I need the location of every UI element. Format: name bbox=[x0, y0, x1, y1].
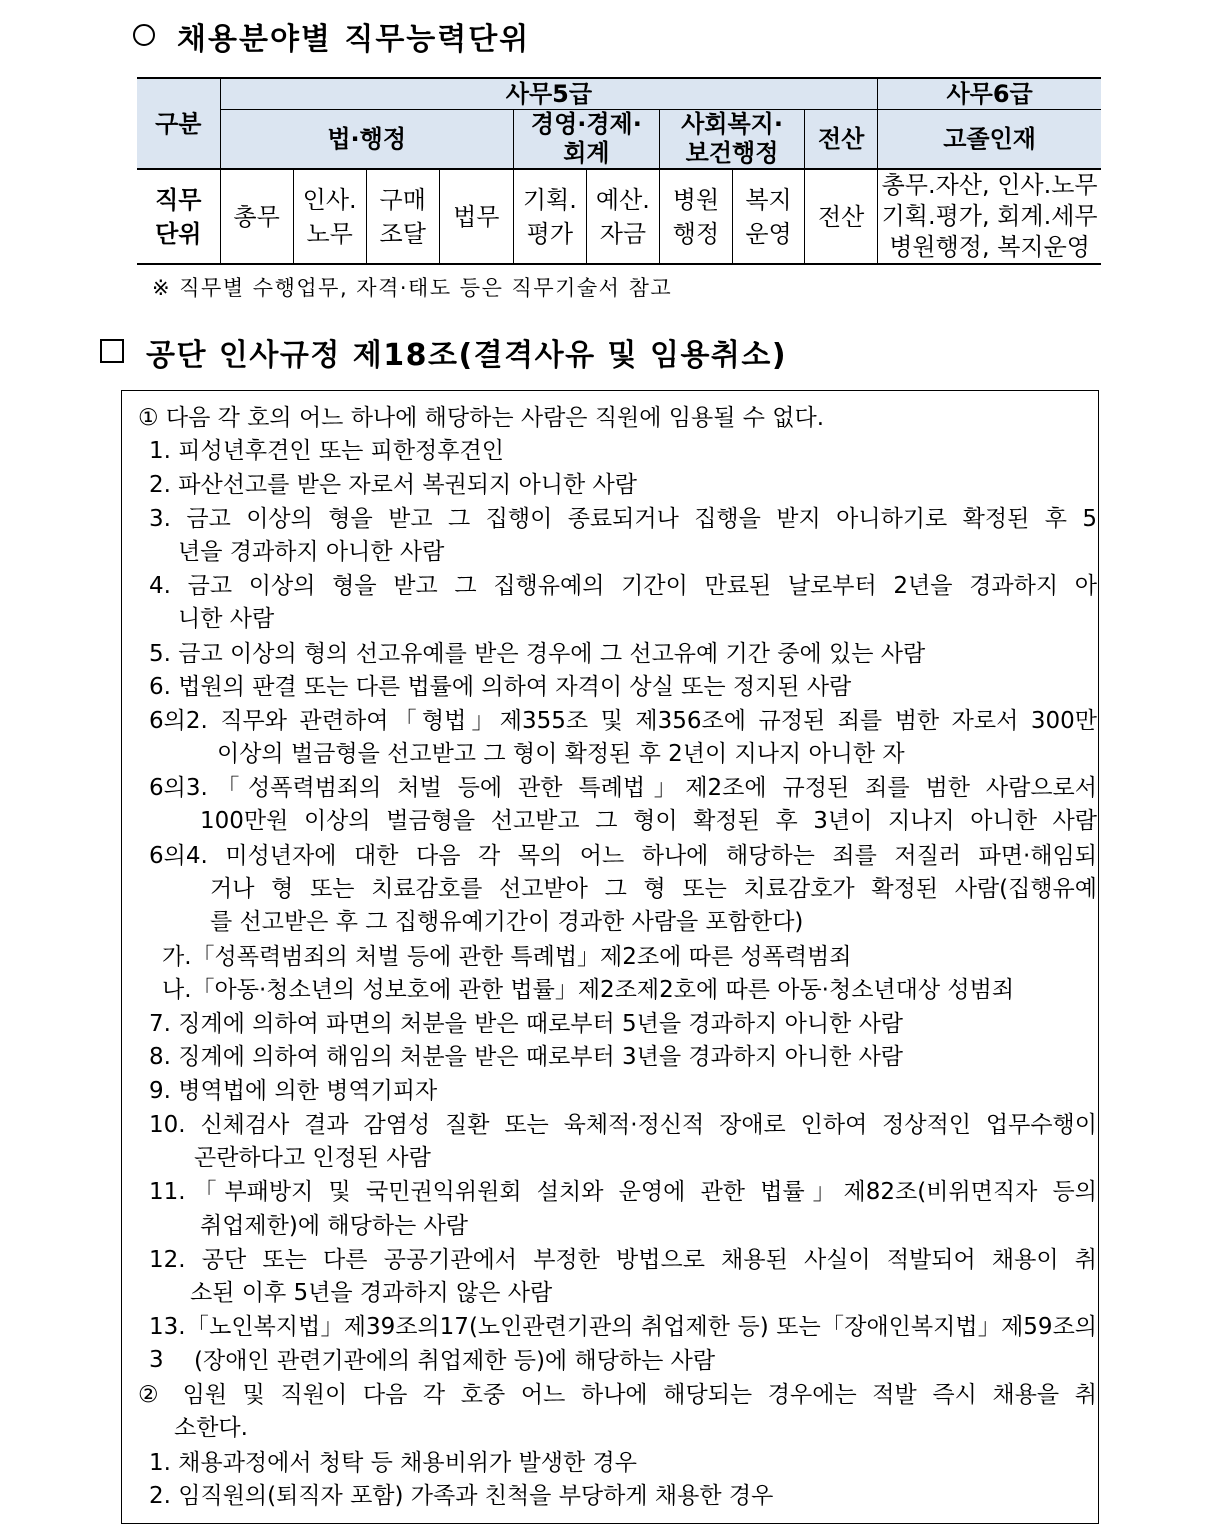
reg-line: 100만원 이상의 벌금형을 선고받고 그 형이 확정된 후 3년이 지나지 아니한 사람 bbox=[200, 808, 1097, 834]
header-samu6: 사무6급 bbox=[878, 78, 1101, 110]
header-samu5: 사무5급 bbox=[220, 78, 878, 110]
reg-line: 5. 금고 이상의 형의 선고유예를 받은 경우에 그 선고유예 기간 중에 있는 사람 bbox=[149, 641, 926, 667]
cell-job-unit bbox=[733, 169, 805, 264]
cell-highschool-units bbox=[878, 169, 1101, 264]
reg-line: 를 선고받은 후 그 집행유예기간이 경과한 사람을 포함한다) bbox=[210, 909, 804, 935]
hs-line: 총무.자산, 인사.노무 bbox=[881, 171, 1098, 199]
reg-line: 소한다. bbox=[174, 1415, 248, 1441]
job-description-note: ※ 직무별 수행업무, 자격·태도 등은 직무기술서 참고 bbox=[152, 276, 673, 300]
cell-line1: 총무 bbox=[233, 202, 280, 231]
header-gubun: 구분 bbox=[137, 78, 220, 169]
reg-line: 소된 이후 5년을 경과하지 않은 사람 bbox=[190, 1280, 553, 1306]
reg-line: 가.「성폭력범죄의 처벌 등에 관한 특례법」제2조에 따른 성폭력범죄 bbox=[162, 944, 852, 970]
reg-line: 1. 채용과정에서 청탁 등 채용비위가 발생한 경우 bbox=[149, 1450, 637, 1476]
header-econ bbox=[513, 110, 659, 170]
cell-job-unit bbox=[220, 169, 293, 264]
reg-line: 3. 금고 이상의 형을 받고 그 집행이 종료되거나 집행을 받지 아니하기로 확정된 후 5 bbox=[149, 506, 1097, 532]
reg-line: 년을 경과하지 아니한 사람 bbox=[178, 539, 445, 565]
reg-line: ① 다음 각 호의 어느 하나에 해당하는 사람은 직원에 임용될 수 없다. bbox=[138, 405, 825, 431]
cell-line1: 법무 bbox=[453, 202, 500, 231]
row-label-line1: 직무 bbox=[155, 185, 202, 214]
reg-line: 곤란하다고 인정된 사람 bbox=[194, 1145, 431, 1171]
reg-line: 8. 징계에 의하여 해임의 처분을 받은 때로부터 3년을 경과하지 아니한 사람 bbox=[149, 1044, 904, 1070]
cell-job-unit bbox=[513, 169, 586, 264]
reg-line: 나.「아동·청소년의 성보호에 관한 법률」제2조제2호에 따른 아동·청소년대상 성범죄 bbox=[162, 977, 1015, 1003]
reg-line: 11.「부패방지 및 국민권익위원회 설치와 운영에 관한 법률」제82조(비위면직자 등의 bbox=[149, 1179, 1097, 1205]
reg-line: 6의3.「성폭력범죄의 처벌 등에 관한 특례법」제2조에 규정된 죄를 범한 사람으로서 bbox=[149, 775, 1097, 801]
cell-job-unit bbox=[366, 169, 439, 264]
regulation-box bbox=[121, 390, 1099, 1524]
row-label-line2: 단위 bbox=[155, 219, 202, 248]
section1-title-text: 채용분야별 직무능력단위 bbox=[177, 22, 531, 57]
reg-line: 2. 파산선고를 받은 자로서 복권되지 아니한 사람 bbox=[149, 472, 637, 498]
header-econ-line2: 회계 bbox=[563, 139, 610, 167]
reg-line: 7. 징계에 의하여 파면의 처분을 받은 때로부터 5년을 경과하지 아니한 사람 bbox=[149, 1011, 904, 1037]
cell-line1: 기획. bbox=[522, 185, 577, 214]
reg-line: 취업제한)에 해당하는 사람 bbox=[200, 1213, 468, 1239]
reg-line: 10. 신체검사 결과 감염성 질환 또는 육체적·정신적 장애로 인하여 정상적인 업무수행이 bbox=[149, 1112, 1097, 1138]
reg-line: ② 임원 및 직원이 다음 각 호중 어느 하나에 해당되는 경우에는 적발 즉시 채용을 취 bbox=[138, 1382, 1097, 1408]
cell-line1: 복지 bbox=[745, 185, 792, 214]
row-label-job-unit bbox=[137, 169, 220, 264]
header-it: 전산 bbox=[805, 110, 878, 170]
header-welfare bbox=[659, 110, 804, 170]
cell-line1: 구매 bbox=[379, 185, 426, 214]
reg-line: (장애인 관련기관에의 취업제한 등)에 해당하는 사람 bbox=[194, 1348, 716, 1374]
reg-line: 4. 금고 이상의 형을 받고 그 집행유예의 기간이 만료된 날로부터 2년을 경과하지 아 bbox=[149, 573, 1097, 599]
hs-line: 기획.평가, 회계.세무 bbox=[881, 202, 1098, 230]
square-marker-icon bbox=[100, 339, 124, 363]
cell-line2: 운영 bbox=[745, 219, 792, 248]
cell-line2: 노무 bbox=[306, 219, 353, 248]
cell-job-unit bbox=[805, 169, 878, 264]
section2-title-text: 공단 인사규정 제18조(결격사유 및 임용취소) bbox=[146, 338, 788, 373]
job-units-table bbox=[137, 77, 1101, 265]
reg-line: 1. 피성년후견인 또는 피한정후견인 bbox=[149, 438, 504, 464]
cell-line1: 예산. bbox=[595, 185, 650, 214]
cell-line2: 조달 bbox=[379, 219, 426, 248]
header-econ-line1: 경영·경제· bbox=[530, 110, 642, 138]
reg-line: 13.「노인복지법」제39조의17(노인관련기관의 취업제한 등) 또는「장애인복지법」제59조의3 bbox=[149, 1314, 1097, 1373]
reg-line: 이상의 벌금형을 선고받고 그 형이 확정된 후 2년이 지나지 아니한 자 bbox=[217, 741, 905, 767]
cell-line2: 행정 bbox=[672, 219, 720, 248]
hs-line: 병원행정, 복지운영 bbox=[889, 233, 1090, 261]
section-title-job-units bbox=[133, 14, 530, 58]
header-highschool: 고졸인재 bbox=[878, 110, 1101, 170]
header-welfare-line2: 보건행정 bbox=[685, 139, 779, 167]
cell-line2: 자금 bbox=[599, 219, 647, 248]
circle-marker-icon bbox=[133, 24, 155, 46]
header-law-admin: 법·행정 bbox=[220, 110, 513, 170]
cell-job-unit bbox=[659, 169, 732, 264]
reg-line: 12. 공단 또는 다른 공공기관에서 부정한 방법으로 채용된 사실이 적발되어 채용이 취 bbox=[149, 1247, 1097, 1273]
header-welfare-line1: 사회복지· bbox=[681, 110, 783, 138]
reg-line: 2. 임직원의(퇴직자 포함) 가족과 친척을 부당하게 채용한 경우 bbox=[149, 1483, 774, 1509]
cell-line2: 평가 bbox=[526, 219, 574, 248]
reg-line: 9. 병역법에 의한 병역기피자 bbox=[149, 1078, 438, 1104]
cell-line1: 인사. bbox=[302, 185, 357, 214]
reg-line: 6의2. 직무와 관련하여「형법」제355조 및 제356조에 규정된 죄를 범한 자로서 300만 bbox=[149, 708, 1097, 734]
reg-line: 니한 사람 bbox=[178, 606, 275, 632]
reg-line: 거나 형 또는 치료감호를 선고받아 그 형 또는 치료감호가 확정된 사람(집행유예 bbox=[210, 876, 1097, 902]
cell-job-unit bbox=[293, 169, 366, 264]
section-title-regulation bbox=[100, 330, 787, 374]
reg-line: 6. 법원의 판결 또는 다른 법률에 의하여 자격이 상실 또는 정지된 사람 bbox=[149, 674, 852, 700]
cell-line1: 전산 bbox=[817, 202, 865, 231]
cell-job-unit bbox=[586, 169, 659, 264]
cell-job-unit bbox=[439, 169, 513, 264]
cell-line1: 병원 bbox=[672, 185, 720, 214]
reg-line: 6의4. 미성년자에 대한 다음 각 목의 어느 하나에 해당하는 죄를 저질러 파면·해임되 bbox=[149, 843, 1097, 869]
